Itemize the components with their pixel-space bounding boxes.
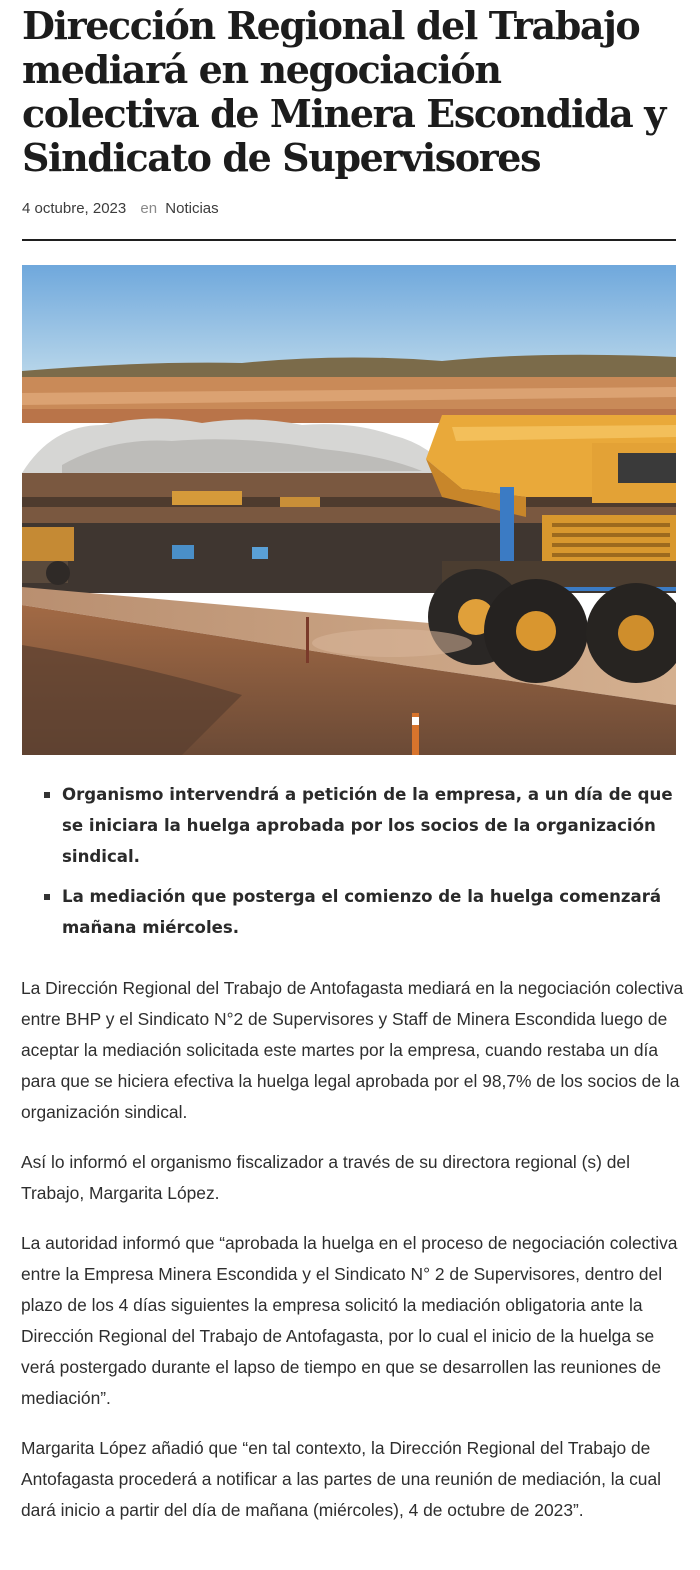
hero-image (22, 265, 676, 755)
category-link[interactable]: Noticias (165, 200, 219, 217)
bullet-marker-icon (44, 792, 50, 798)
summary-bullet-text: Organismo intervendrá a petición de la empresa, a un día de que se iniciara la huelga aprobada por los socios de la organización sindical. (62, 785, 673, 866)
summary-bullet-list (42, 779, 682, 952)
article-body (21, 973, 685, 1545)
article-meta (22, 199, 219, 219)
publish-date[interactable]: 4 octubre, 2023 (22, 200, 127, 217)
article-title: Dirección Regional del Trabajo mediará en negociación colectiva de Minera Escondida y Sindicato de Supervisores (22, 3, 665, 180)
summary-bullet (42, 779, 682, 872)
bullet-marker-icon (44, 894, 50, 900)
header-divider (22, 239, 676, 241)
body-paragraph: Margarita López añadió que “en tal contexto, la Dirección Regional del Trabajo de Antofagasta procederá a notificar a las partes de una reunión de mediación, la cual dará inicio a partir del día de mañana (miércoles), 4 de octubre de 2023”. (21, 1438, 661, 1520)
body-paragraph: La autoridad informó que “aprobada la huelga en el proceso de negociación colectiva entre la Empresa Minera Escondida y el Sindicato N° 2 de Supervisores, dentro del plazo de los 4 días siguientes la empresa solicitó la mediación obligatoria ante la Dirección Regional del Trabajo de Antofagasta, por lo cual el inicio de la huelga se verá postergado durante el lapso de tiempo en que se desarrollen las reuniones de mediación”. (21, 1233, 678, 1408)
summary-bullet (42, 881, 682, 943)
body-paragraph: La Dirección Regional del Trabajo de Antofagasta mediará en la negociación colectiva entre BHP y el Sindicato N°2 de Supervisores y Staff de Minera Escondida luego de aceptar la mediación solicitada este martes por la empresa, cuando restaba un día para que se hiciera efectiva la huelga legal aprobada por el 98,7% de los socios de la organización sindical. (21, 978, 684, 1122)
summary-bullet-text: La mediación que posterga el comienzo de la huelga comenzará mañana miércoles. (62, 887, 662, 937)
body-paragraph: Así lo informó el organismo fiscalizador a través de su directora regional (s) del Trabajo, Margarita López. (21, 1152, 630, 1203)
category-prefix: en (140, 200, 158, 217)
